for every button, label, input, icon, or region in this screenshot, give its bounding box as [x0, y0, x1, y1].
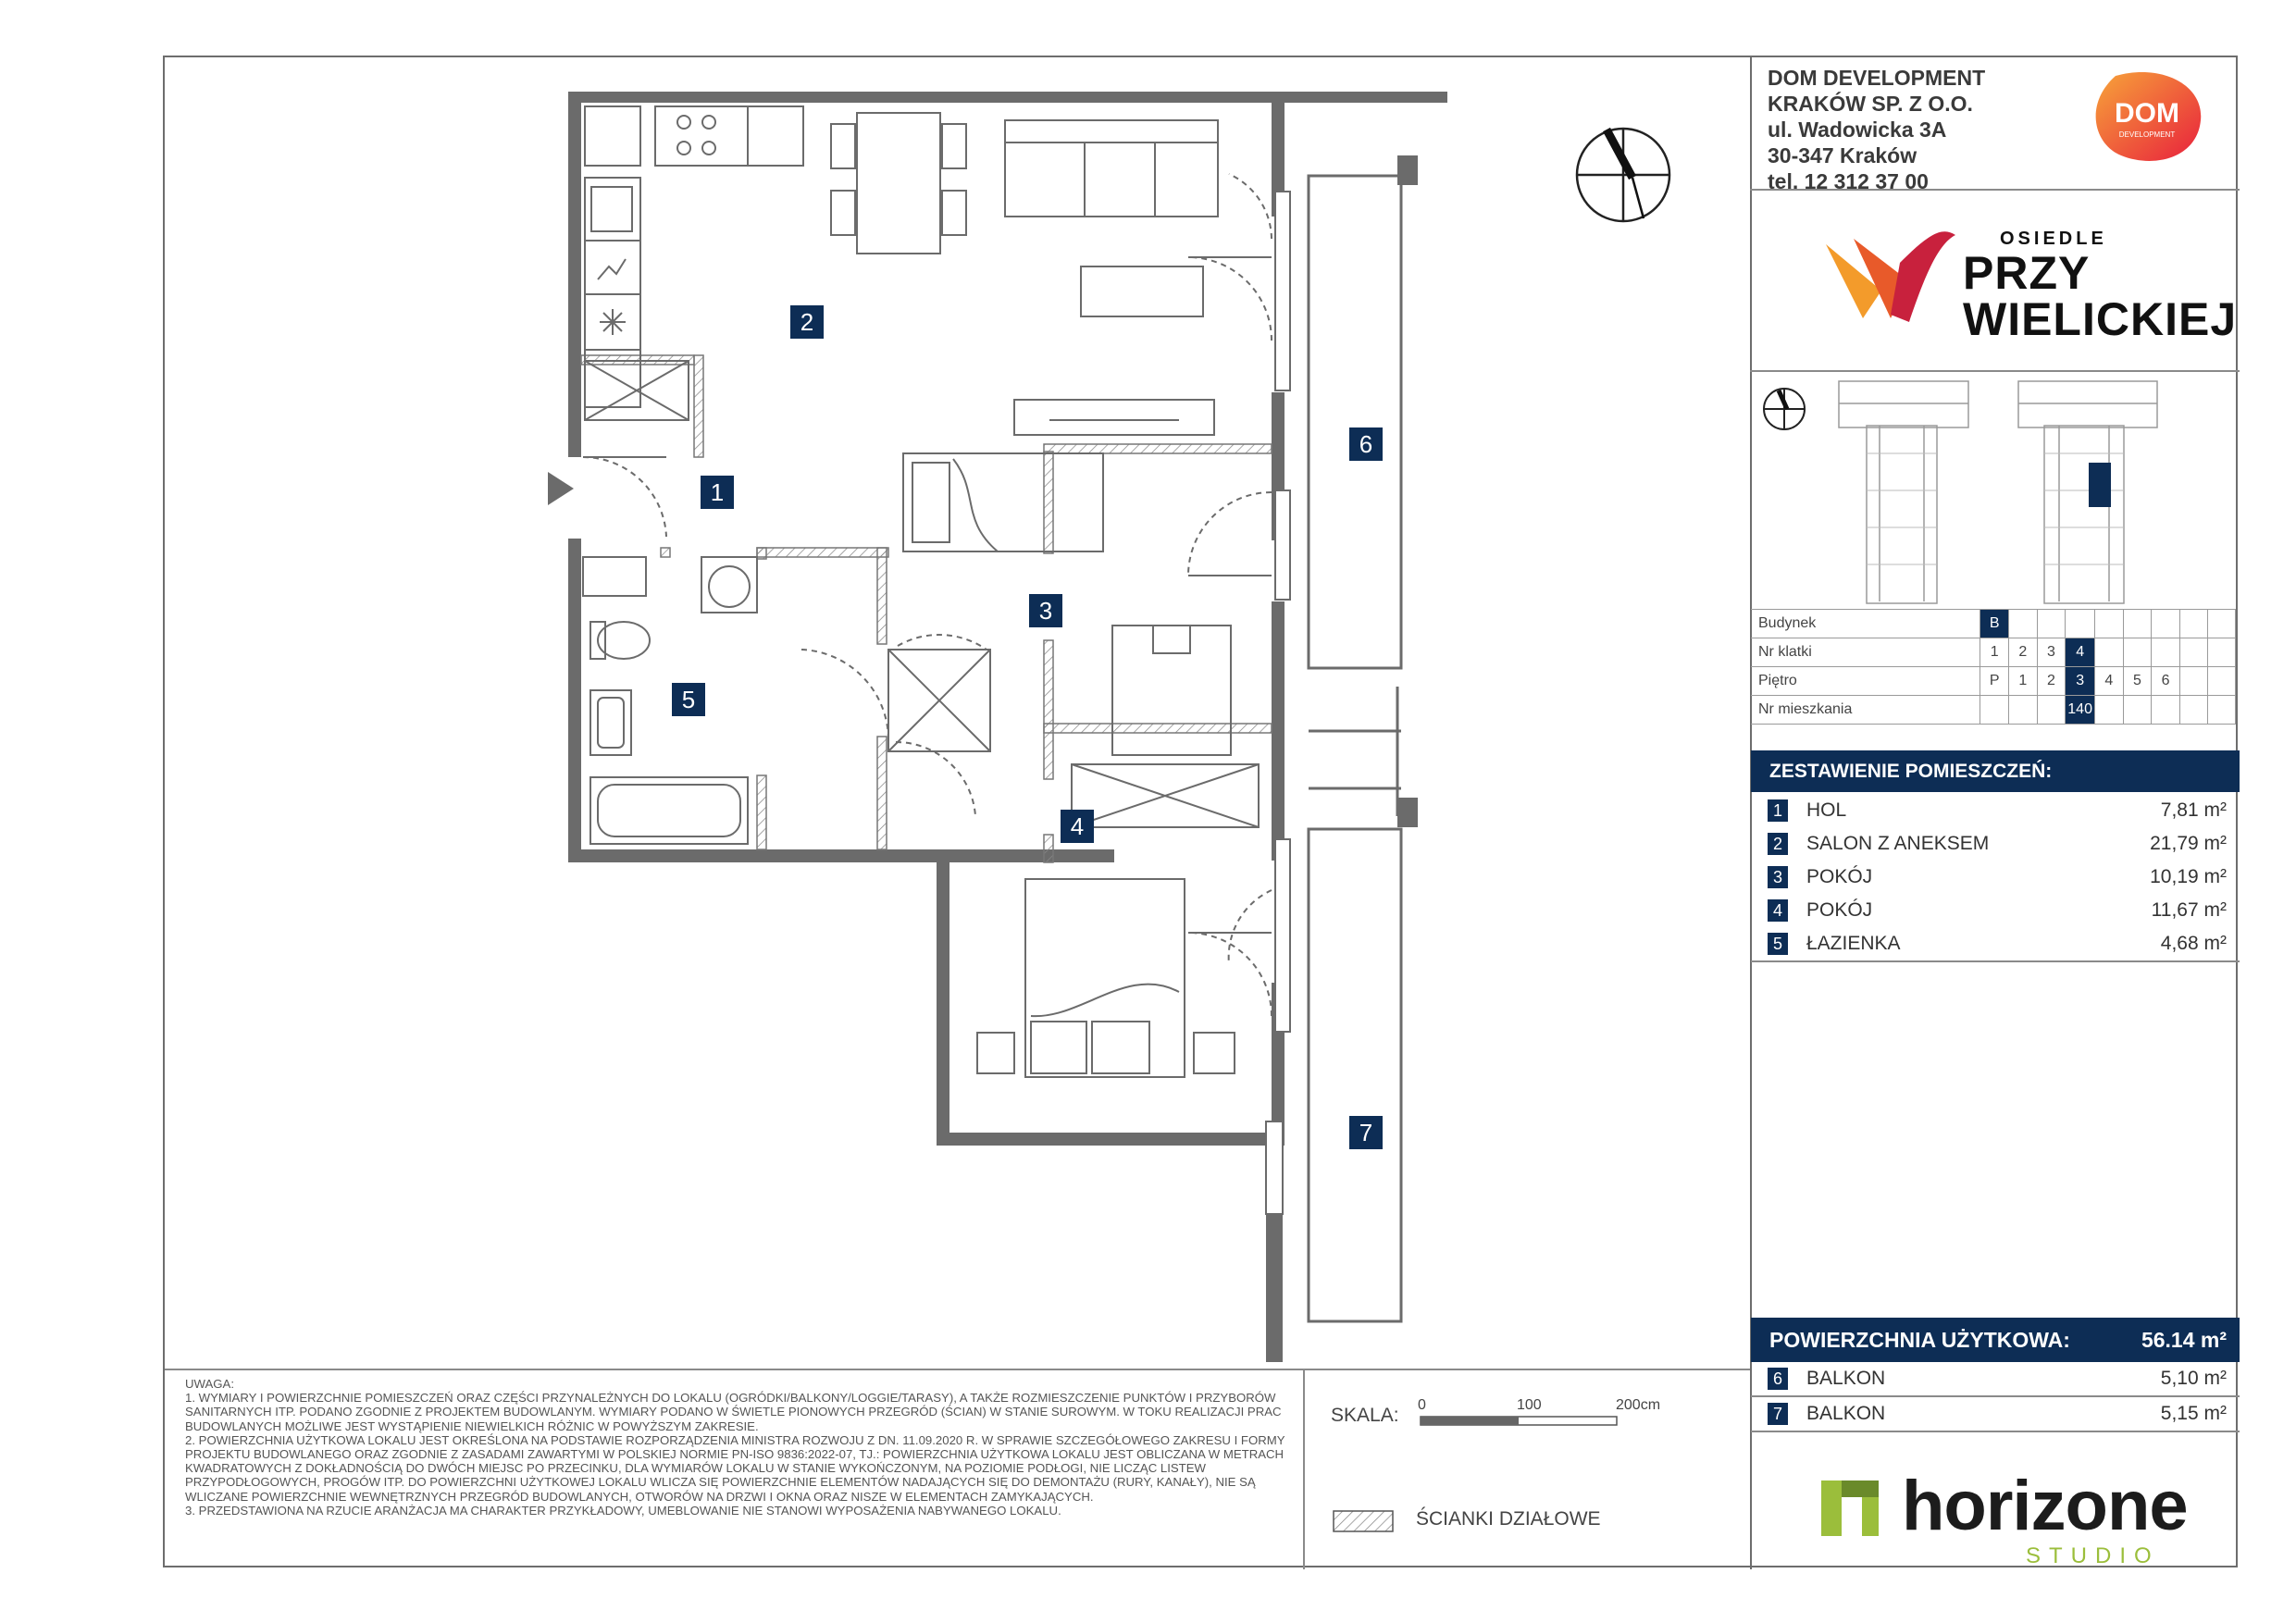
- cell: [2009, 610, 2038, 638]
- notes-line: WLICZANE POWIERZCHNIE WEWNĘTRZNYCH PRZEGRÓD BUDOWLANYCH, OTWORÓW NA DRZWI I OKNA ORAZ NISZE W ELEMENTACH ZAMYKAJĄCYCH.: [185, 1489, 1094, 1504]
- room-row: [1751, 927, 2240, 962]
- plan-label-7: 7: [1349, 1116, 1383, 1149]
- cell: [2123, 696, 2152, 725]
- cell: [2179, 696, 2207, 725]
- studio-subtitle: STUDIO: [2026, 1543, 2160, 1568]
- room-area: 10,19 m²: [2150, 866, 2227, 887]
- cell: 3: [2066, 667, 2095, 696]
- room-number: 1: [1768, 799, 1788, 822]
- cell: [2095, 638, 2124, 667]
- total-value: 56.14 m²: [2141, 1328, 2227, 1352]
- room-number: 4: [1768, 899, 1788, 922]
- notes-divider: [165, 1369, 1750, 1370]
- estate-prefix: OSIEDLE: [2000, 229, 2107, 249]
- company-name-2: KRAKÓW SP. Z O.O.: [1768, 92, 1973, 116]
- cell: [2207, 610, 2235, 638]
- notes: [185, 1377, 1296, 1518]
- cell: 1: [1980, 638, 2009, 667]
- scale-label: SKALA:: [1331, 1405, 1399, 1426]
- cell: 140: [2066, 696, 2095, 725]
- cell: [2152, 696, 2180, 725]
- usable-area-total: [1751, 1318, 2240, 1362]
- cell: [2179, 610, 2207, 638]
- plan-label-1: 1: [701, 476, 734, 509]
- notes-line: KWADRATOWYCH Z DOKŁADNOŚCIĄ DO DWÓCH MIEJSC PO PRZECINKU, DLA WYMIARÓW LOKALU W STANIE WYKOŃCZONYM, NA POZIOMIE PODŁOGI, NIE LICZĄC LISTEW: [185, 1461, 1206, 1476]
- cell: [2152, 610, 2180, 638]
- room-number: 2: [1768, 833, 1788, 855]
- room-name: BALKON: [1806, 1368, 1886, 1389]
- cell: [2037, 610, 2066, 638]
- room-name: HOL: [1806, 799, 1847, 821]
- building-key-plan: [1750, 370, 2240, 607]
- room-area: 5,10 m²: [2160, 1368, 2227, 1389]
- cell: [2123, 638, 2152, 667]
- balcony-row: [1751, 1397, 2240, 1432]
- room-area: 5,15 m²: [2160, 1403, 2227, 1424]
- notes-line: PRZYPODŁOGOWYCH, PROGÓW ITP. DO POWIERZCHNI UŻYTKOWEJ LOKALU WLICZA SIĘ POWIERZCHNIE ELEMENTÓW NADAJĄCYCH SIĘ DO DEMONTAŻU (RURY, KANAŁY), NIE SĄ: [185, 1475, 1256, 1490]
- estate-line-2: WIELICKIEJ: [1963, 293, 2238, 345]
- notes-title: UWAGA:: [185, 1377, 234, 1391]
- cell: [2179, 667, 2207, 696]
- company-address: ul. Wadowicka 3A: [1768, 118, 1947, 142]
- scale-tick-0: 0: [1418, 1397, 1426, 1413]
- room-name: SALON Z ANEKSEM: [1806, 833, 1990, 854]
- partition-legend-label: ŚCIANKI DZIAŁOWE: [1416, 1508, 1601, 1530]
- cell: 5: [2123, 667, 2152, 696]
- room-number: 6: [1768, 1368, 1788, 1390]
- company-phone: tel. 12 312 37 00: [1768, 169, 1929, 193]
- cell: [2066, 610, 2095, 638]
- company-name: DOM DEVELOPMENT: [1768, 66, 1986, 90]
- cell: [2207, 696, 2235, 725]
- notes-line: 2. POWIERZCHNIA UŻYTKOWA LOKALU JEST OKREŚLONA NA PODSTAWIE ROZPORZĄDZENIA MINISTRA ROZWOJU Z DN. 11.09.2020 R. W SPRAWIE SZCZEGÓŁOWEGO ZAKRESU I FORMY: [185, 1432, 1285, 1447]
- notes-separator: [1303, 1369, 1305, 1569]
- cell: 3: [2037, 638, 2066, 667]
- cell: 4: [2095, 667, 2124, 696]
- studio-name: horizone: [1902, 1467, 2188, 1545]
- notes-line: 3. PRZEDSTAWIONA NA RZUCIE ARANŻACJA MA CHARAKTER PRZYKŁADOWY, UMEBLOWANIE NIE STANOWI WYPOSAŻENIA NABYWANEGO LOKALU.: [185, 1503, 1061, 1518]
- cell: 2: [2009, 638, 2038, 667]
- cell: B: [1980, 610, 2009, 638]
- notes-line: 1. WYMIARY I POWIERZCHNIE POMIESZCZEŃ ORAZ CZĘŚCI PRZYNALEŻNYCH DO LOKALU (OGRÓDKI/BALKONY/LOGGIE/TARASY), A TAKŻE ROZMIESZCZENIE PUNKTÓW I PRZYBORÓW: [185, 1391, 1276, 1406]
- row-label: Nr mieszkania: [1751, 696, 1980, 725]
- company-info: [1768, 65, 1985, 194]
- company-city: 30-347 Kraków: [1768, 143, 1917, 167]
- cell: [2037, 696, 2066, 725]
- dom-logo-text: DOM: [2115, 98, 2179, 129]
- room-area: 4,68 m²: [2160, 933, 2227, 954]
- plan-label-4: 4: [1061, 810, 1094, 843]
- estate-logo-mark: [1826, 226, 1965, 328]
- floor-plan: [165, 57, 1750, 1369]
- balcony-row: [1751, 1362, 2240, 1397]
- horizone-logo-mark: [1821, 1473, 1895, 1538]
- plan-label-6: 6: [1349, 427, 1383, 461]
- rooms-title: ZESTAWIENIE POMIESZCZEŃ:: [1751, 750, 2240, 792]
- notes-line: SANITARNYCH ITP. PODANO ZGODNIE Z PROJEKTEM BUDOWLANYM. WYMIARY PODANO W ŚWIETLE PIONOWYCH PRZEGRÓD (ŚCIAN) W STANIE SUROWYM. W TOKU REALIZACJI PRAC: [185, 1405, 1282, 1419]
- table-row: [1751, 638, 2236, 667]
- partition-legend-swatch: [1333, 1510, 1396, 1534]
- cell: 6: [2152, 667, 2180, 696]
- total-label: POWIERZCHNIA UŻYTKOWA:: [1769, 1328, 2070, 1352]
- scale-tick-100: 100: [1517, 1397, 1542, 1413]
- cell: [2009, 696, 2038, 725]
- room-row: [1751, 894, 2240, 927]
- room-name: BALKON: [1806, 1403, 1886, 1424]
- cell: 2: [2037, 667, 2066, 696]
- room-number: 7: [1768, 1403, 1788, 1425]
- notes-line: BUDOWLANYCH MOŻLIWE JEST WYSTĄPIENIE NIEWIELKICH RÓŻNIC W POWYŻSZYM ZAKRESIE.: [185, 1419, 759, 1433]
- cell: [2123, 610, 2152, 638]
- cell: [1980, 696, 2009, 725]
- row-label: Piętro: [1751, 667, 1980, 696]
- cell: 1: [2009, 667, 2038, 696]
- room-area: 7,81 m²: [2160, 799, 2227, 821]
- plan-label-5: 5: [672, 683, 705, 716]
- scale-tick-200: 200cm: [1616, 1397, 1661, 1413]
- cell: [2179, 638, 2207, 667]
- plan-label-3: 3: [1029, 594, 1062, 627]
- room-number: 3: [1768, 866, 1788, 888]
- estate-name: [1963, 229, 2238, 345]
- room-area: 11,67 m²: [2151, 899, 2227, 921]
- divider: [1750, 189, 2240, 191]
- estate-line-1: PRZY: [1963, 247, 2091, 299]
- room-row: [1751, 794, 2240, 827]
- room-row: [1751, 861, 2240, 894]
- room-name: POKÓJ: [1806, 866, 1873, 887]
- room-name: ŁAZIENKA: [1806, 933, 1901, 954]
- cell: [2095, 696, 2124, 725]
- scale-bar: [1420, 1416, 1620, 1427]
- cell: P: [1980, 667, 2009, 696]
- cell: [2152, 638, 2180, 667]
- cell: [2095, 610, 2124, 638]
- table-row: [1751, 667, 2236, 696]
- room-name: POKÓJ: [1806, 899, 1873, 921]
- cell: 4: [2066, 638, 2095, 667]
- plan-label-2: 2: [790, 305, 824, 339]
- table-row: [1751, 610, 2236, 638]
- location-table: [1751, 609, 2236, 725]
- room-row: [1751, 827, 2240, 861]
- dom-development-logo: [2088, 67, 2208, 168]
- row-label: Budynek: [1751, 610, 1980, 638]
- row-label: Nr klatki: [1751, 638, 1980, 667]
- table-row: [1751, 696, 2236, 725]
- room-number: 5: [1768, 933, 1788, 955]
- cell: [2207, 638, 2235, 667]
- notes-line: PROJEKTU BUDOWLANEGO ORAZ ZGODNIE Z ZASADAMI ZAWARTYMI W POLSKIEJ NORMIE PN-ISO 9836:2022-07, TJ.: POWIERZCHNIA UŻYTKOWA LOKALU JEST OBLICZANA W METRACH: [185, 1447, 1285, 1462]
- dom-logo-subtext: DEVELOPMENT: [2118, 130, 2176, 139]
- room-area: 21,79 m²: [2150, 833, 2227, 854]
- cell: [2207, 667, 2235, 696]
- unit-highlight: [2089, 463, 2111, 507]
- plan-sheet: [163, 56, 2238, 1567]
